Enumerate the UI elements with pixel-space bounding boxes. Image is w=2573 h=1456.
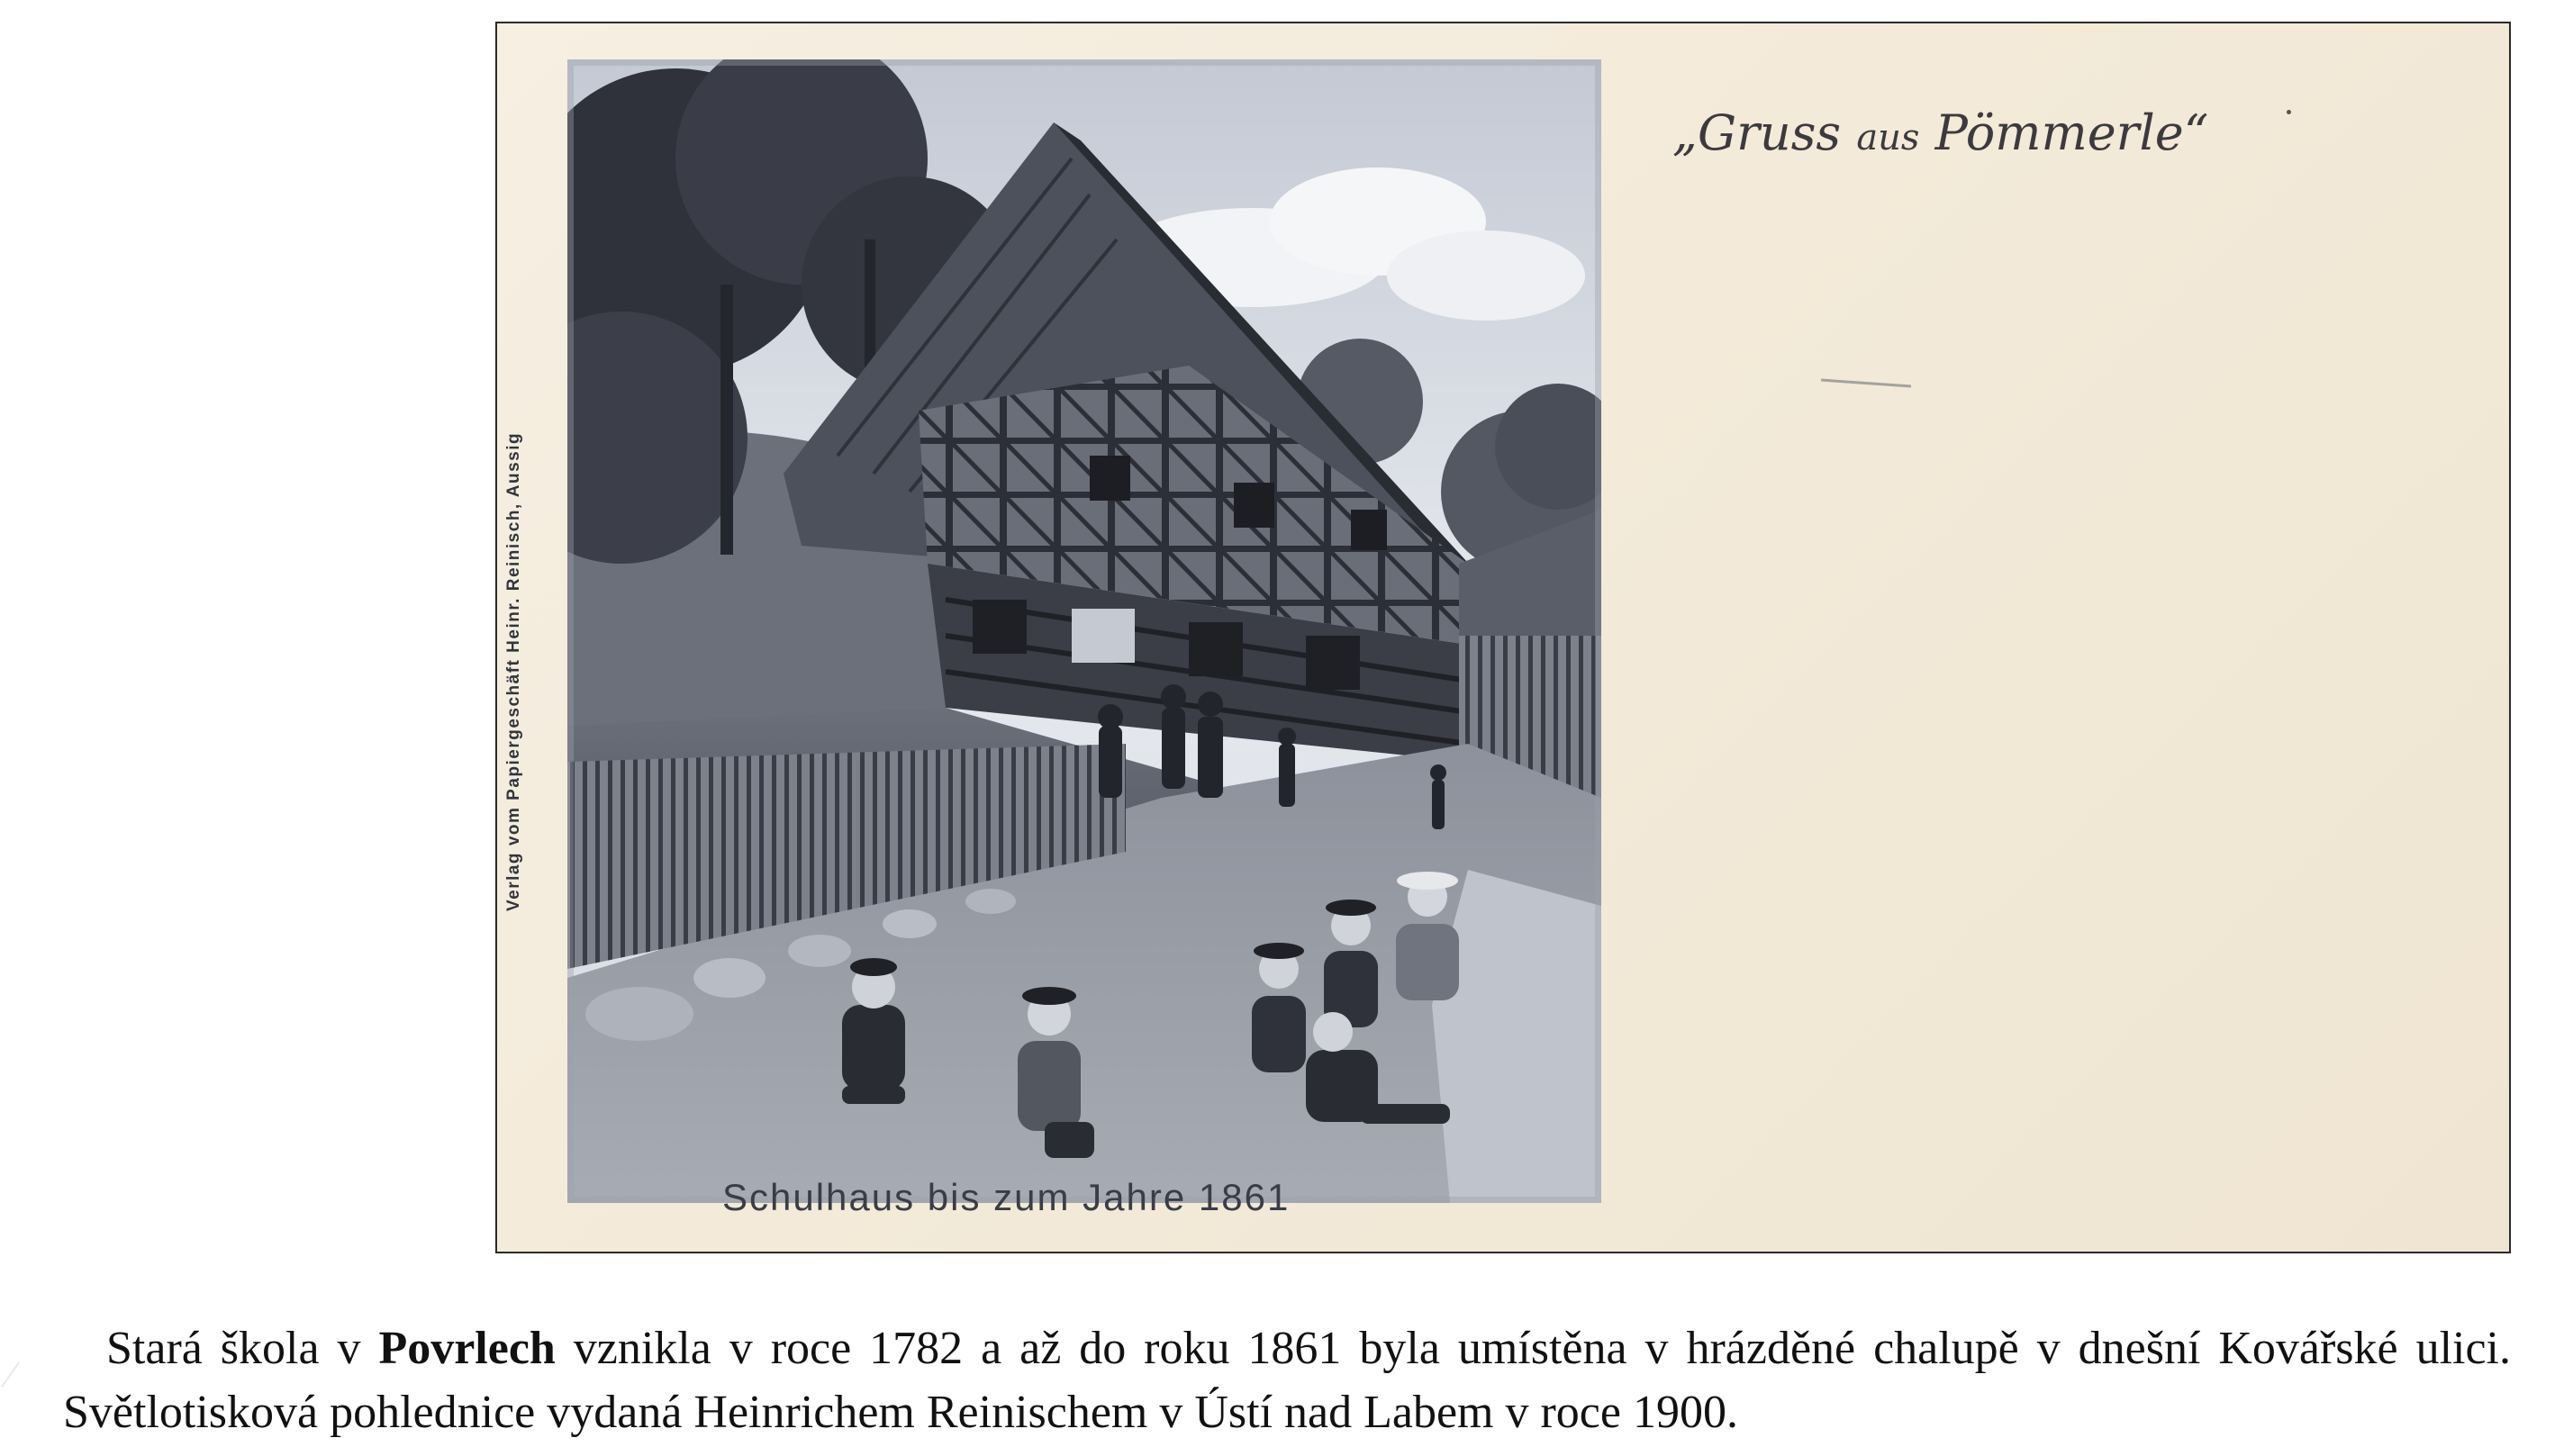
photo-caption: Schulhaus bis zum Jahre 1861 bbox=[722, 1176, 1291, 1218]
pencil-mark bbox=[1821, 379, 1911, 388]
paper-speck bbox=[2287, 110, 2291, 114]
caption-rest: vznikla v roce 1782 a až do roku 1861 byla umístěna v hrázděné chalupě v dnešní Kovářské ulici. Světlotisková pohlednice vydaná Heinrichem Reinischem v Ústí nad Labem v roce 1900. bbox=[63, 1323, 2511, 1438]
figure-caption bbox=[63, 1316, 2511, 1444]
postcard-photo bbox=[567, 59, 1601, 1203]
greeting-text bbox=[1672, 104, 2208, 161]
caption-lead: Stará škola v bbox=[106, 1323, 379, 1374]
schoolhouse-photo bbox=[567, 59, 1601, 1203]
postcard bbox=[495, 22, 2511, 1253]
greeting-word-gruss: „Gruss bbox=[1672, 104, 1842, 161]
caption-place-name: Povrlech bbox=[378, 1323, 556, 1374]
greeting-word-aus: aus bbox=[1856, 117, 1920, 158]
publisher-credit: Verlag vom Papiergeschäft Heinr. Reinisch, Aussig bbox=[504, 431, 523, 912]
greeting-word-place: Pömmerle“ bbox=[1934, 104, 2209, 161]
margin-mark bbox=[1, 1361, 42, 1403]
